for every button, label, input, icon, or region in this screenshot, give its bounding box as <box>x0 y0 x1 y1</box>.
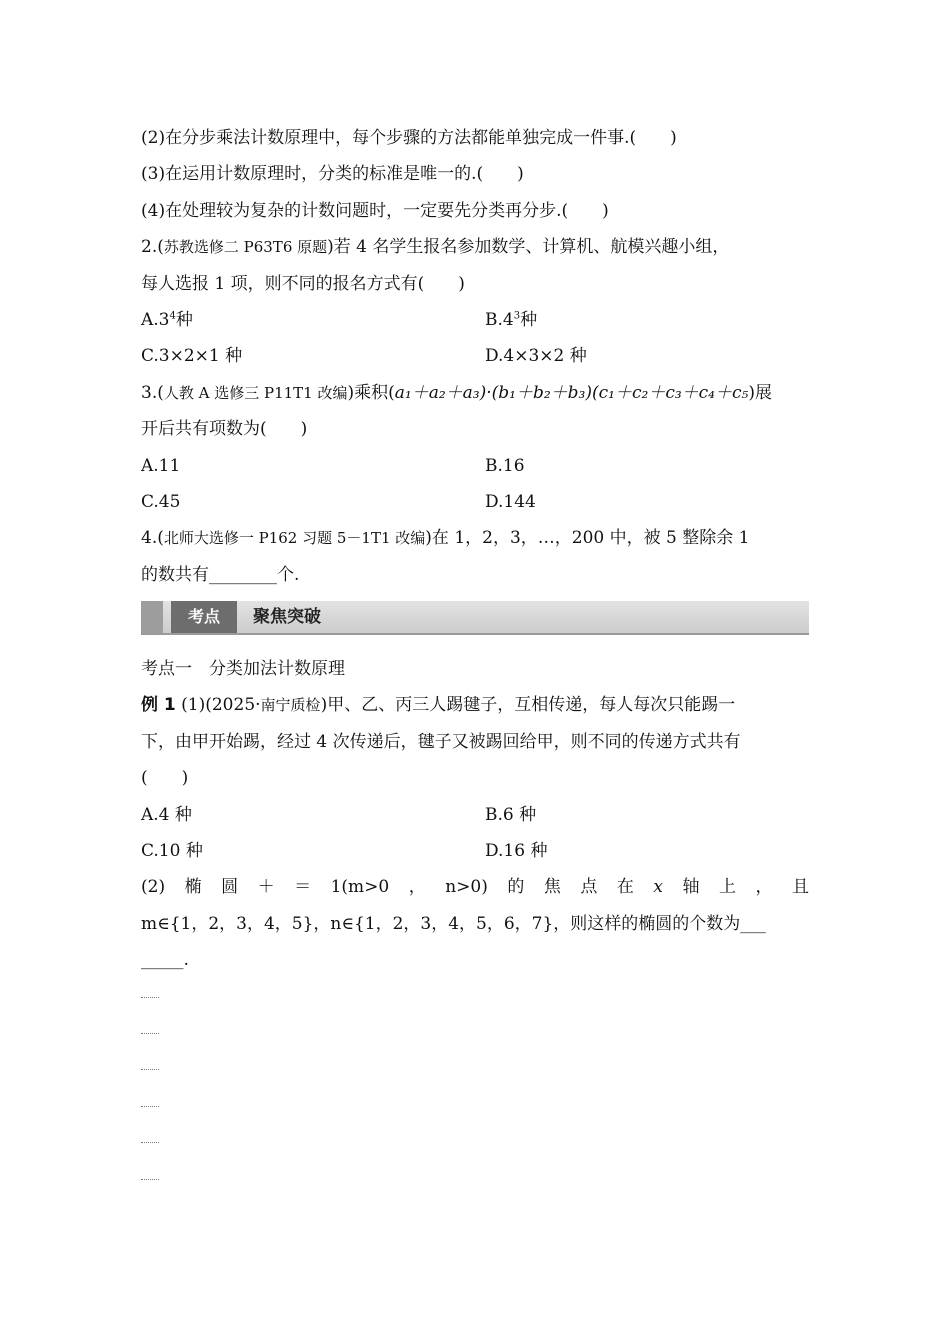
judge-item: (4)在处理较为复杂的计数问题时，一定要先分类再分步.( ) <box>141 200 609 221</box>
q2-line1: 2.(苏教选修二 P63T6 原题)若 4 名学生报名参加数学、计算机、航模兴趣小组， <box>141 237 730 258</box>
example-options-row <box>141 797 809 833</box>
q3-options-row <box>141 448 809 484</box>
answer-dotted-line <box>141 1124 809 1160</box>
example-1-line1: 例 1 (1)(2025·南宁质检)甲、乙、丙三人踢毽子，互相传递，每人每次只能踢一 <box>141 695 736 716</box>
judge-item: (2)在分步乘法计数原理中，每个步骤的方法都能单独完成一件事.( ) <box>141 128 677 148</box>
q3-line2: 开后共有项数为( ) <box>141 419 308 440</box>
q3-line1: 3.(人教 A 选修三 P11T1 改编)乘积(a₁＋a₂＋a₃)·(b₁＋b₂＋b₃)(c₁＋c₂＋c₃＋c₄＋c₅)展 <box>141 382 772 403</box>
section-heading: 考点一 分类加法计数原理 <box>141 659 345 680</box>
source-ref: 人教 A 选修三 P11T1 改编 <box>163 383 348 402</box>
q4-line1: 4.(北师大选修一 P162 习题 5－1T1 改编)在 1，2，3，…，200 中，被 5 整除余 1 <box>141 528 750 549</box>
option-b: B.6 种 <box>485 804 537 825</box>
source-ref: 南宁质检 <box>260 696 321 715</box>
banner-title: 聚焦突破 <box>253 607 321 628</box>
source-ref: 北师大选修一 P162 习题 5－1T1 改编 <box>163 529 426 548</box>
option-b: B.16 <box>485 455 525 476</box>
product-expression: a₁＋a₂＋a₃)·(b₁＋b₂＋b₃)(c₁＋c₂＋c₃＋c₄＋c₅ <box>394 382 749 403</box>
option-a: A.11 <box>141 455 181 476</box>
example-label: 例 1 <box>141 695 176 716</box>
q2-options-row <box>141 338 809 374</box>
judge-item: (3)在运用计数原理时，分类的标准是唯一的.( ) <box>141 164 524 185</box>
answer-dotted-line <box>141 1015 809 1051</box>
example-1-line3: ( ) <box>141 768 189 789</box>
page-content <box>141 120 809 1197</box>
banner-tab: 考点 <box>171 601 237 633</box>
answer-dotted-line <box>141 1051 809 1087</box>
option-d: D.4×3×2 种 <box>485 346 587 367</box>
source-ref: 苏教选修二 P63T6 原题 <box>163 238 328 257</box>
example-1-part2-line3: _____. <box>141 950 189 971</box>
option-a: $A.3^4$种 <box>141 309 193 330</box>
example-options-row <box>141 833 809 869</box>
option-d: D.16 种 <box>485 841 548 862</box>
q2-options-row <box>141 302 809 338</box>
answer-dotted-line <box>141 1088 809 1124</box>
example-1-line2: 下，由甲开始踢，经过 4 次传递后，毽子又被踢回给甲，则不同的传递方式共有 <box>141 731 741 752</box>
section-banner <box>141 601 809 635</box>
option-c: C.45 <box>141 491 181 512</box>
option-d: D.144 <box>485 491 536 512</box>
option-c: C.10 种 <box>141 841 203 862</box>
option-a: A.4 种 <box>141 804 192 825</box>
example-1-part2-line2: m∈{1，2，3，4，5}，n∈{1，2，3，4，5，6，7}，则这样的椭圆的个数为___ <box>141 913 766 934</box>
answer-dotted-line <box>141 1161 809 1197</box>
option-b: $B.4^3$种 <box>485 309 538 330</box>
q4-line2: 的数共有________个. <box>141 564 300 585</box>
q2-line2: 每人选报 1 项，则不同的报名方式有( ) <box>141 273 465 294</box>
example-1-part2-line1: (2) 椭 圆 ＋ ＝ 1(m>0 ， n>0) 的 焦 点 在 x 轴 上 ， 且 <box>141 877 809 898</box>
option-c: C.3×2×1 种 <box>141 346 243 367</box>
answer-dotted-line <box>141 979 809 1015</box>
q3-options-row <box>141 484 809 520</box>
